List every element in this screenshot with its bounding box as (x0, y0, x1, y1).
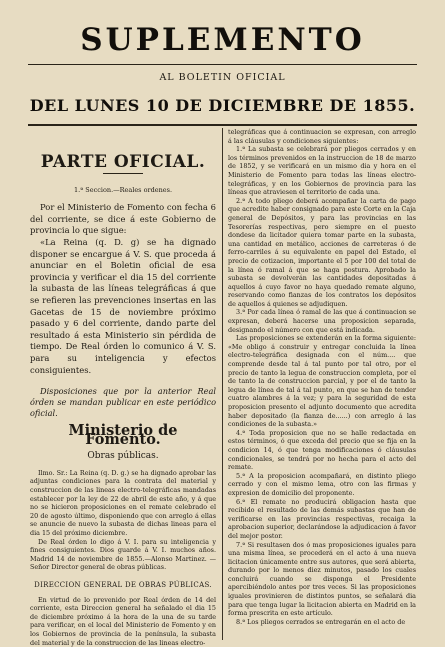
masthead-dateline: DEL LUNES 10 DE DICIEMBRE DE 1855. (29, 96, 416, 115)
direccion-heading: DIRECCION GENERAL DE OBRAS PÚBLICAS. (34, 581, 212, 589)
section-heading: PARTE OFICIAL. (40, 152, 206, 172)
section-heading-rule (103, 173, 143, 174)
masthead-rule-top (28, 64, 417, 65)
paragraph: 4.ª Toda proposicion que no se halle redactada en estos términos, ó que exceda del precio que se fija en la condicion 14, ó que tenga modificaciones ó cláusulas condicionales, se tendrá por no hecha para el acto del remate. (228, 428, 416, 472)
paragraph: 7.ª Si resultasen dos ó mas proposiciones iguales para una misma línea, se procederá en el acto á una nueva licitacion únicamente entre sus autores, que será abierta, durando por lo menos diez minutos, pasado los cuales concluirá cuando se disponga el Presidente apercibiéndolo antes por tres veces. Si las proposiciones iguales provinieren de distintos puntos, se señalará dia para que tenga lugar la licitacion abierta en Madrid en la forma prescrita en este artículo. (228, 540, 416, 618)
obras-heading: Obras públicas. (87, 451, 159, 462)
paragraph: 1.ª La subasta se celebrará por pliegos cerrados y en los términos prevenidos en la instruccion de 18 de marzo de 1852, y se verificará en un mismo dia y hora en el Ministerio de Fomento para todas las líneas electro-telegráficas, y en los Gobiernos de provincia para las líneas que atraviesen el territorio de cada una. (228, 145, 416, 197)
royal-order-text (30, 202, 216, 376)
right-column (228, 128, 416, 640)
ministry-heading: Ministerio de Fomento. (68, 422, 178, 448)
closing-text (30, 596, 216, 647)
section-subheading: 1.ª Seccion.—Reales ordenes. (73, 185, 173, 194)
paragraph: 3.ª Por cada línea ó ramal de las que á continuacion se expresan, deberá hacerse una proposicion separada, designando el número con que está indicada. (228, 308, 416, 334)
paragraph: En virtud de lo prevenido por Real órden de 14 del corriente, esta Direccion general ha señalado el dia 15 de diciembre próximo á la hora de la una de su tarde para verificar, en el local del Ministerio de Fomento y en los Gobiernos de provincia de la península, la subasta del material y de la construccion de las lineas electro- (30, 595, 216, 647)
paragraph: Por el Ministerio de Fomento con fecha 6 del corriente, se dice á este Gobierno de provincia lo que sigue: (30, 202, 216, 236)
paragraph: 5.ª A la proposicion acompañará, en distinto pliego cerrado y con el mismo lema, otro con las firmas y expresion de domicilio del proponente. (228, 471, 416, 497)
paragraph: 6.ª El remate no producirá obligacion hasta que recibido el resultado de las demás subastas que han de verificarse en las provincias respectivas, recaiga la aprobacion superior, declarándose la adjudicacion á favor del mejor postor. (228, 497, 416, 540)
paragraph: «La Reina (q. D. g) se ha dignado disponer se encargue á V. S. que proceda á anunciar en el Boletin oficial de esa provincia y verificar el dia 15 del corriente la subasta de las líneas telegráficas á que se refieren las prevenciones insertas en las Gacetas de 15 de noviembre próximo pasado y 6 del corriente, dando parte del resultado á esta Ministerio sin pérdida de tiempo. De Real órden lo comunico á V. S. para su inteligencia y efectos consiguientes. (30, 236, 216, 375)
decree-text (30, 469, 216, 572)
paragraph: Las proposiciones se extenderán en la forma siguiente: «Me obligo á construir y entregar concluida la línea electro-telegráfica designada con el núm.... que comprende desde tal á tal punto por tal otro, por el precio de tanto la legua de construccion completa, por el de tanto la de construccion parcial, y por el de tanto la legua de línea de tal á tal punto, en que se han de tender cuatro alambres á la vez; y para la seguridad de esta proposicion presento el adjunto documento que acredita haber depositado (la fianza de......) con arreglo á las condiciones de la subasta.» (228, 334, 416, 429)
masthead-subtitle: AL BOLETIN OFICIAL (159, 72, 286, 83)
paragraph: 8.ª Los pliegos cerrados se entregarán en el acto de (236, 617, 406, 626)
paragraph: Ilmo. Sr.: La Reina (q. D. g.) se ha dignado aprobar las adjuntas condiciones para la contrata del material y construccion de las lineas electro-telegráficas mandadas establecer por la ley de 22 de abril de este año, y á que no se hicieron proposiciones en el remate celebrado el 20 de agosto último, disponiendo que con arreglo á ellas se anuncie de nuevo la subasta de dichas lineas para el dia 15 del próximo diciembre. (30, 468, 216, 538)
italic-note: Disposiciones que por la anterior Real órden se mandan publicar en este periódico oficial. (30, 386, 216, 419)
left-column (30, 128, 216, 647)
masthead-rule-bottom (28, 124, 417, 126)
column-divider (222, 128, 223, 640)
paragraph: 2.ª A todo pliego deberá acompañar la carta de pago que acredite haber consignado para este Corte en la Caja general de Depósitos, y para las provincias en las Tesorerías respectivas, pero siempre en el puesto dondese da licitador quiera tomar parte en la subasta, una cantidad en metálico, acciones de carreteras ó de ferro-carriles á su equivalente en papel del Estado, el precio de cotizacion, importante el 5 por 100 del total de la línea ó ramal á que se haga postura. Aprobado la subasta se devolverán las cantidades depositadas á aquellos á cuyo favor no haya quedado remate alguno, reservando como fianzas de los contratos los depósitos de aquellos á quienes se adjudiquen. (228, 196, 416, 308)
masthead-title: SUPLEMENTO (80, 22, 365, 58)
paragraph: De Real órden lo digo á V. I. para su inteligencia y fines consiguientes. Dios guarde á V. I. muchos años. Madrid 14 de noviembre de 1855.—Alonso Martinez. —Señor Director general de obras públicas. (30, 537, 216, 572)
paragraph: telegráficas que á continuacion se expresan, con arreglo á las cláusulas y condiciones siguientes: (228, 128, 416, 145)
